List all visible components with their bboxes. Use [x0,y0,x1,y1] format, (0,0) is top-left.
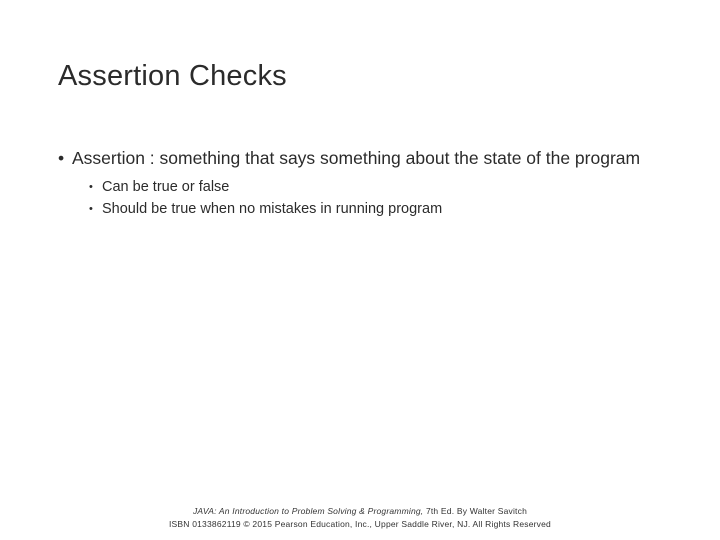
bullet-item [58,147,658,220]
bullet-list [58,147,658,220]
sub-bullet-text: Can be true or false [102,179,230,195]
footer-copyright: ISBN 0133862119 © 2015 Pearson Education, Inc., Upper Saddle River, NJ. All Rights Reserved [169,519,551,529]
bullet-text: Assertion : something that says something about the state of the program [72,148,641,168]
slide-title: Assertion Checks [58,60,287,92]
sub-bullet-dot-icon: • [89,203,93,215]
sub-bullet-list [88,176,658,220]
sub-bullet-dot-icon: • [89,181,93,193]
sub-bullet-item [88,198,658,220]
sub-bullet-item [88,176,658,198]
sub-bullet-text: Should be true when no mistakes in running program [102,201,443,217]
footer-book-title: JAVA: An Introduction to Problem Solving & Programming, [192,506,426,516]
footer-citation [0,506,720,516]
bullet-dot-icon: • [58,148,65,168]
footer-edition: 7th Ed. By Walter Savitch [425,506,527,516]
